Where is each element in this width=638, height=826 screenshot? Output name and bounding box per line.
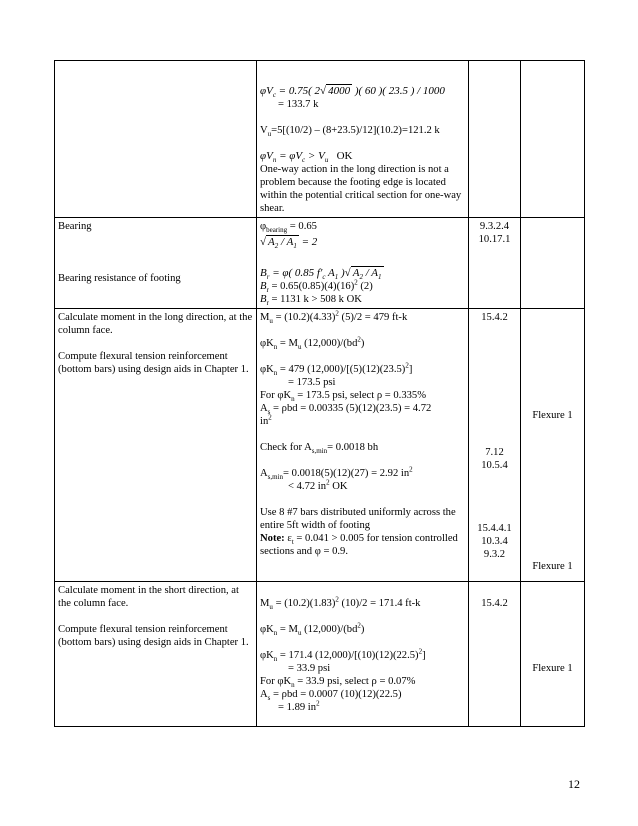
cell-description [55, 61, 257, 218]
kn-long-calc: $\varphi K_n = 479$ $(12,000)/[(5)(12)(23.5)^2]$ [260, 361, 413, 378]
vu-equation: $V_u=5[(10/2) - (8+23.5)/12](10.2)=121.2$ k [260, 125, 440, 139]
br-equation: $B_r = \varphi$( 0.85 $f'_c$ $A_1$ )√ $A_2 / A_1$ [260, 267, 382, 282]
code-bearing-1: 9.3.2.4 [479, 221, 510, 232]
ref-long-2: Flexure 1 [532, 561, 573, 572]
cell-calculation [257, 61, 469, 218]
asmin-compare: < 4.72 $in^2$ OK [288, 478, 348, 492]
cell-calculation [257, 309, 469, 582]
label-long-moment: Calculate moment in the long direction, at the column face. [58, 312, 253, 336]
code-long-3: 10.5.4 [481, 460, 508, 471]
phi-vc-equation: $\varphi V_c = 0.75$( 2√ 4000 )( 60 )( 23.5 ) / 1000 [260, 85, 445, 100]
label-short-moment: Calculate moment in the short direction, at the column face. [58, 585, 239, 609]
ref-long-1: Flexure 1 [532, 410, 573, 421]
label-short-reinforcement: Compute flexural tension reinforcement (bottom bars) using design aids in Chapter 1. [58, 624, 249, 648]
cell-code [469, 218, 521, 309]
mu-long: $M_u = (10.2)(4.33)^2$ (5)/2 = 479 ft-k [260, 309, 408, 326]
as-long: $A_s = \rho bd = 0.00335$ (5)(12)(23.5) = 4.72 [260, 403, 432, 417]
code-long-4: 15.4.4.1 [477, 523, 512, 534]
label-bearing: Bearing [58, 221, 92, 232]
code-short-1: 15.4.2 [481, 598, 508, 609]
page-number: 12 [568, 777, 580, 791]
as-short: $A_s = \rho bd = 0.0007$ (10)(12)(22.5) [260, 689, 402, 703]
design-table [54, 60, 585, 727]
phi-bearing: $\varphi_{bearing} = 0.65$ [260, 221, 317, 235]
code-bearing-2: 10.17.1 [478, 234, 511, 245]
phi-vn-check: $\varphi V_n = \varphi V_c > V_u$ OK [260, 150, 353, 165]
ref-short-1: Flexure 1 [532, 663, 573, 674]
cell-code [469, 582, 521, 727]
cell-reference [521, 309, 585, 582]
cell-reference [521, 61, 585, 218]
kn-long-formula: $\varphi K_n = M_u$ $(12,000)/(bd^2)$ [260, 335, 365, 352]
kn-short-calc: $\varphi K_n = 171.4$ $(12,000)/[(10)(12)(22.5)^2]$ [260, 647, 426, 664]
asmin-calc: $A_{s,min}= 0.0018(5)(12)(27) = 2.92$ $in^2$ [260, 465, 413, 482]
label-long-reinforcement: Compute flexural tension reinforcement (bottom bars) using design aids in Chapter 1. [58, 351, 249, 375]
cell-description [55, 218, 257, 309]
cell-code [469, 61, 521, 218]
cell-reference [521, 218, 585, 309]
kn-long-result: = 173.5 psi [288, 377, 336, 388]
cell-description [55, 309, 257, 582]
rho-short: For $\varphi K_n = 33.9$ psi, select ρ = 0.07% [260, 676, 416, 690]
kn-short-formula: $\varphi K_n = M_u$ $(12,000)/(bd^2)$ [260, 621, 365, 638]
mu-short: $M_u = (10.2)(1.83)^2$ (10)/2 = 171.4 ft-k [260, 595, 421, 612]
as-long-unit: $in^2$ [260, 413, 272, 427]
phi-vc-result: = 133.7 k [278, 99, 319, 110]
table-row-bearing [55, 218, 585, 309]
rho-long: For $\varphi K_n = 173.5$ psi, select ρ = 0.335% [260, 390, 427, 404]
code-long-1: 15.4.2 [481, 312, 508, 323]
cell-description [55, 582, 257, 727]
cell-calculation [257, 582, 469, 727]
kn-short-result: = 33.9 psi [288, 663, 331, 674]
cell-code [469, 309, 521, 582]
br-calculation: $B_r = 0.65(0.85)(4)(16)^2$ (2) [260, 278, 373, 295]
br-check: $B_r = 1131$ k > 508 k OK [260, 294, 362, 308]
cell-calculation [257, 218, 469, 309]
code-long-6: 9.3.2 [483, 549, 506, 560]
area-ratio: √ $A_2 / A_1 = 2$ [260, 236, 318, 251]
check-asmin: Check for $A_{s,min}= 0.0018$ bh [260, 442, 379, 456]
tension-note: Note: $\varepsilon_t = 0.041 > 0.005$ for tension controlled sections and φ = 0.9. [260, 533, 458, 557]
cell-reference [521, 582, 585, 727]
code-long-5: 10.3.4 [481, 536, 508, 547]
as-short-result: = 1.89 $in^2$ [278, 699, 320, 713]
oneway-note: One-way action in the long direction is not a problem because the footing edge is located within the potential critical section for one-way shear. [260, 164, 462, 214]
table-row-oneway-shear [55, 61, 585, 218]
label-bearing-resistance: Bearing resistance of footing [58, 273, 181, 284]
bars-selection: Use 8 #7 bars distributed uniformly across the entire 5ft width of footing [260, 507, 456, 531]
code-long-2: 7.12 [485, 447, 504, 458]
table-row-long-moment [55, 309, 585, 582]
table-row-short-moment [55, 582, 585, 727]
